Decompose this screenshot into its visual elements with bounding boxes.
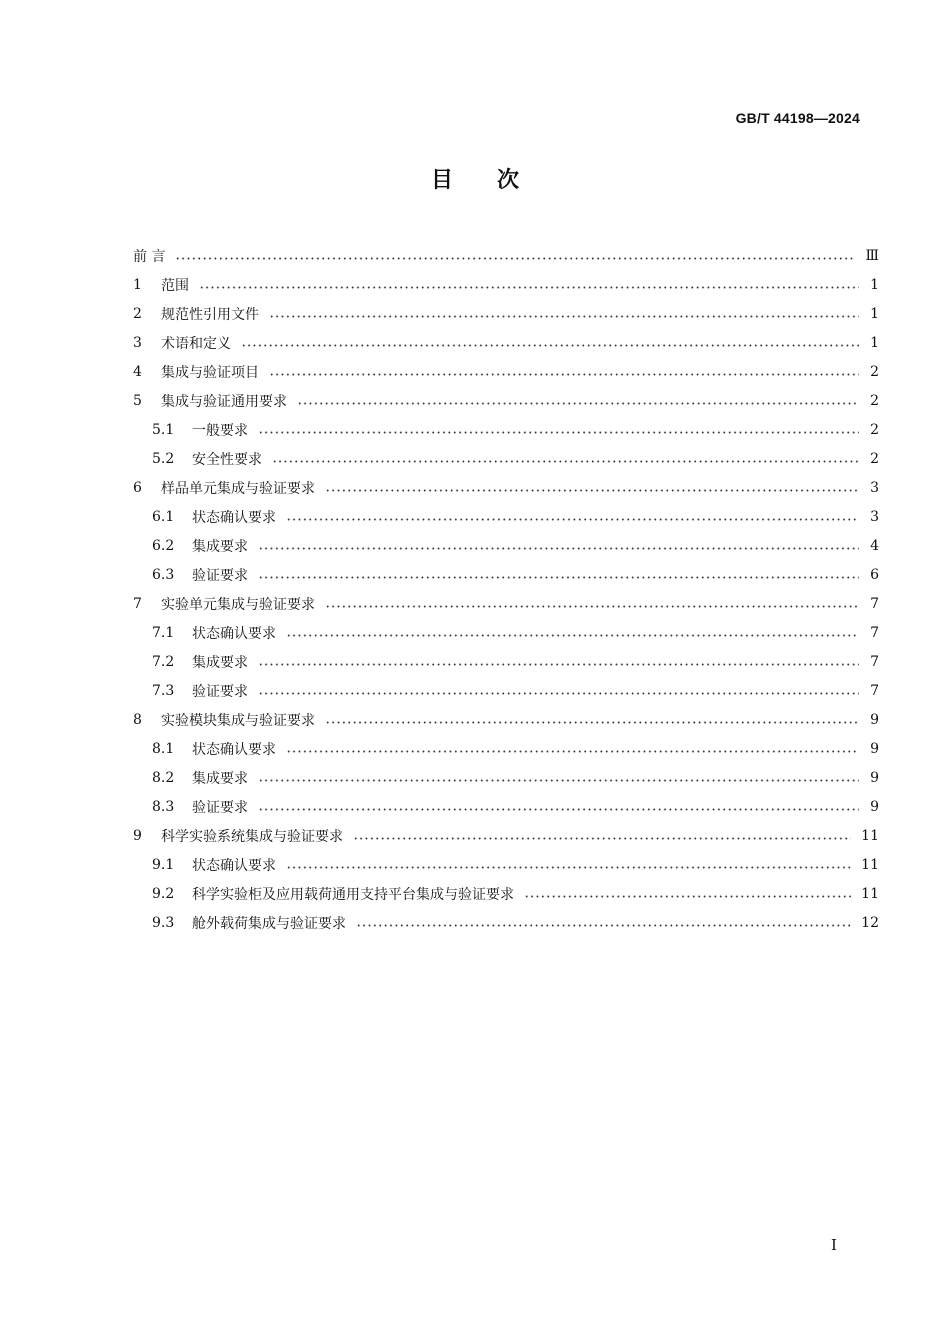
toc-entry-page: 2 xyxy=(870,363,879,380)
toc-entry-number: 8.1 xyxy=(152,740,175,757)
toc-leader-dots xyxy=(272,460,859,463)
toc-entry-label: 样品单元集成与验证要求 xyxy=(161,480,315,497)
toc-entry-label: 集成要求 xyxy=(192,770,248,787)
toc-entry-label: 术语和定义 xyxy=(161,335,231,352)
toc-leader-dots xyxy=(269,315,859,318)
toc-entry[interactable] xyxy=(133,299,879,328)
toc-entry-number: 2 xyxy=(133,305,142,322)
toc-entry-label: 规范性引用文件 xyxy=(161,306,259,323)
toc-entry-label: 舱外载荷集成与验证要求 xyxy=(192,915,346,932)
toc-entry-number: 8 xyxy=(133,711,142,728)
toc-entry[interactable] xyxy=(133,647,879,676)
toc-entry-page: 7 xyxy=(870,682,879,699)
toc-entry-page: 1 xyxy=(870,305,879,322)
toc-entry-number: 7.1 xyxy=(152,624,175,641)
toc-leader-dots xyxy=(524,895,851,898)
toc-entry[interactable] xyxy=(133,879,879,908)
toc-entry-number: 6.3 xyxy=(152,566,175,583)
toc-entry-page: 11 xyxy=(861,827,879,844)
toc-entry[interactable] xyxy=(133,618,879,647)
toc-entry-label: 集成要求 xyxy=(192,538,248,555)
toc-entry[interactable] xyxy=(133,734,879,763)
toc-entry-label: 实验单元集成与验证要求 xyxy=(161,596,315,613)
toc-entry-number: 7 xyxy=(133,595,142,612)
toc-entry-label: 状态确认要求 xyxy=(192,509,276,526)
toc-entry-page: 4 xyxy=(870,537,879,554)
toc-entry-label: 状态确认要求 xyxy=(192,741,276,758)
toc-entry-page: 3 xyxy=(870,479,879,496)
toc-entry-page: 2 xyxy=(870,450,879,467)
toc-entry-number: 9.2 xyxy=(152,885,175,902)
toc-entry-page: 2 xyxy=(870,421,879,438)
toc-leader-dots xyxy=(258,692,859,695)
toc-leader-dots xyxy=(286,750,859,753)
toc-entry[interactable] xyxy=(133,531,879,560)
toc-leader-dots xyxy=(258,663,859,666)
toc-entry[interactable] xyxy=(133,908,879,937)
toc-entry[interactable] xyxy=(133,821,879,850)
toc-entry-page: Ⅲ xyxy=(865,247,879,264)
toc-entry-number: 9.1 xyxy=(152,856,175,873)
toc-entry[interactable] xyxy=(133,328,879,357)
toc-entry-page: 9 xyxy=(870,711,879,728)
toc-entry-label: 验证要求 xyxy=(192,799,248,816)
toc-entry-page: 9 xyxy=(870,769,879,786)
toc-entry[interactable] xyxy=(133,241,879,270)
toc-entry-label: 状态确认要求 xyxy=(192,625,276,642)
toc-entry[interactable] xyxy=(133,560,879,589)
toc-entry-number: 6 xyxy=(133,479,142,496)
toc-entry[interactable] xyxy=(133,386,879,415)
table-of-contents xyxy=(133,241,879,937)
toc-leader-dots xyxy=(286,866,851,869)
toc-entry-label: 范围 xyxy=(161,277,189,294)
footer-page-number: Ⅰ xyxy=(831,1236,837,1254)
toc-entry-number: 9 xyxy=(133,827,142,844)
toc-entry-number: 6.2 xyxy=(152,537,175,554)
toc-entry-number: 9.3 xyxy=(152,914,175,931)
toc-entry-page: 1 xyxy=(870,276,879,293)
toc-entry-label: 集成与验证项目 xyxy=(161,364,259,381)
toc-entry-number: 8.3 xyxy=(152,798,175,815)
toc-entry-page: 2 xyxy=(870,392,879,409)
toc-entry[interactable] xyxy=(133,473,879,502)
toc-entry-label: 验证要求 xyxy=(192,567,248,584)
toc-entry[interactable] xyxy=(133,357,879,386)
toc-entry-number: 1 xyxy=(133,276,142,293)
toc-entry-label: 集成要求 xyxy=(192,654,248,671)
toc-entry-label: 前 言 xyxy=(133,248,166,265)
toc-entry-page: 11 xyxy=(861,885,879,902)
toc-entry-page: 7 xyxy=(870,595,879,612)
toc-entry-page: 12 xyxy=(861,914,879,931)
standard-code: GB/T 44198—2024 xyxy=(735,110,860,126)
page-title-left: 目 xyxy=(430,168,453,193)
toc-leader-dots xyxy=(325,721,859,724)
toc-leader-dots xyxy=(258,779,859,782)
toc-entry-label: 安全性要求 xyxy=(192,451,262,468)
toc-entry[interactable] xyxy=(133,850,879,879)
toc-leader-dots xyxy=(258,576,859,579)
toc-entry-label: 实验模块集成与验证要求 xyxy=(161,712,315,729)
toc-entry-label: 科学实验系统集成与验证要求 xyxy=(161,828,343,845)
toc-entry-number: 7.2 xyxy=(152,653,175,670)
page-title xyxy=(0,163,950,194)
toc-entry-label: 状态确认要求 xyxy=(192,857,276,874)
toc-entry-page: 6 xyxy=(870,566,879,583)
toc-leader-dots xyxy=(269,373,859,376)
toc-leader-dots xyxy=(258,547,859,550)
toc-entry-page: 7 xyxy=(870,624,879,641)
toc-leader-dots xyxy=(199,286,859,289)
toc-leader-dots xyxy=(286,518,859,521)
toc-entry-number: 5 xyxy=(133,392,142,409)
toc-entry[interactable] xyxy=(133,792,879,821)
toc-entry-number: 6.1 xyxy=(152,508,175,525)
toc-leader-dots xyxy=(258,431,859,434)
toc-leader-dots xyxy=(258,808,859,811)
toc-entry[interactable] xyxy=(133,502,879,531)
toc-leader-dots xyxy=(356,924,851,927)
toc-entry[interactable] xyxy=(133,705,879,734)
toc-leader-dots xyxy=(241,344,859,347)
toc-entry-number: 3 xyxy=(133,334,142,351)
toc-entry-number: 7.3 xyxy=(152,682,175,699)
toc-leader-dots xyxy=(325,489,859,492)
toc-leader-dots xyxy=(325,605,859,608)
toc-entry-page: 1 xyxy=(870,334,879,351)
toc-entry-number: 8.2 xyxy=(152,769,175,786)
toc-entry-label: 科学实验柜及应用载荷通用支持平台集成与验证要求 xyxy=(192,886,514,903)
toc-entry[interactable] xyxy=(133,763,879,792)
toc-leader-dots xyxy=(353,837,851,840)
toc-entry-label: 集成与验证通用要求 xyxy=(161,393,287,410)
toc-leader-dots xyxy=(297,402,859,405)
toc-entry-number: 4 xyxy=(133,363,142,380)
toc-entry-page: 9 xyxy=(870,798,879,815)
toc-entry[interactable] xyxy=(133,444,879,473)
toc-leader-dots xyxy=(286,634,859,637)
toc-entry-page: 9 xyxy=(870,740,879,757)
toc-entry-page: 7 xyxy=(870,653,879,670)
toc-entry-page: 3 xyxy=(870,508,879,525)
toc-entry[interactable] xyxy=(133,270,879,299)
page-title-right: 次 xyxy=(497,168,520,193)
toc-entry-number: 5.1 xyxy=(152,421,175,438)
toc-entry-number: 5.2 xyxy=(152,450,175,467)
toc-entry[interactable] xyxy=(133,415,879,444)
toc-leader-dots xyxy=(175,257,855,260)
toc-entry[interactable] xyxy=(133,589,879,618)
toc-entry-label: 验证要求 xyxy=(192,683,248,700)
toc-entry-page: 11 xyxy=(861,856,879,873)
toc-entry[interactable] xyxy=(133,676,879,705)
toc-entry-label: 一般要求 xyxy=(192,422,248,439)
